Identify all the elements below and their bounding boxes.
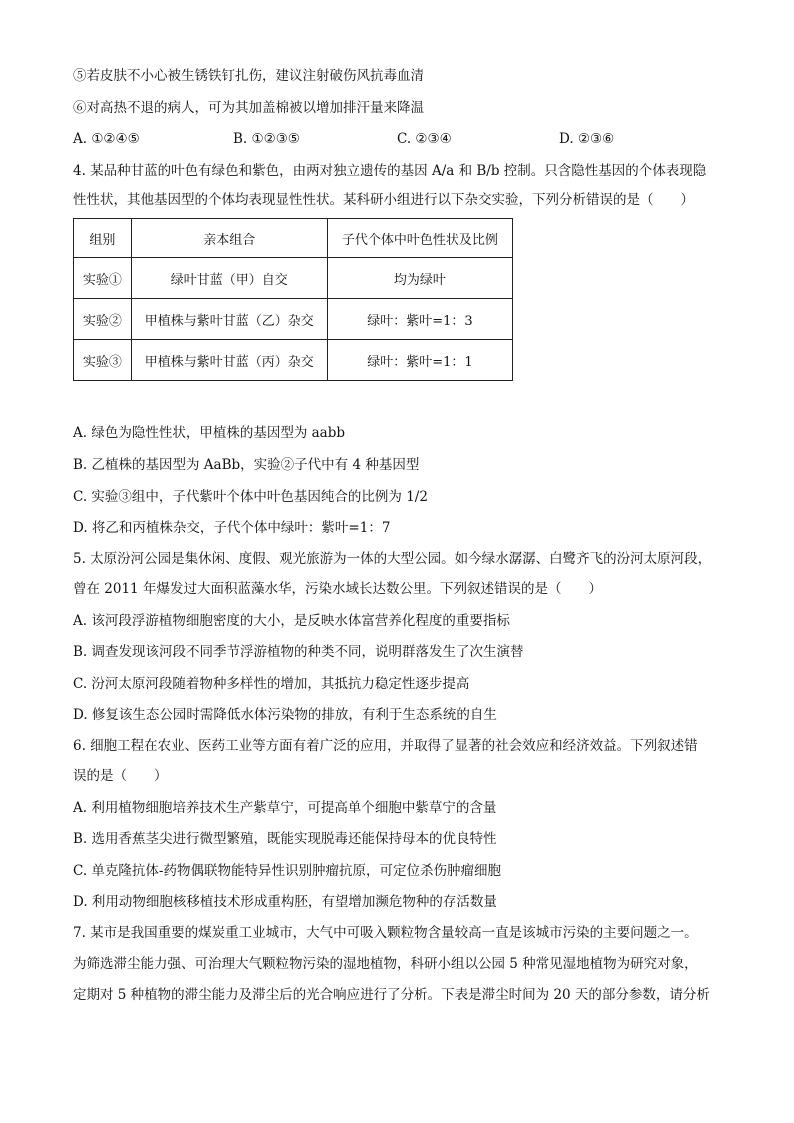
question-5-stem-line-1: 5. 太原汾河公园是集休闲、度假、观光旅游为一体的大型公园。如今绿水潺潺、白鹭齐飞的汾河太原河段，: [73, 551, 712, 567]
table-row: [74, 299, 513, 340]
q5-option-a[interactable]: A. 该河段浮游植物细胞密度的大小，是反映水体富营养化程度的重要指标: [73, 613, 510, 629]
q4-option-d[interactable]: D. 将乙和丙植株杂交，子代个体中绿叶：紫叶=1：7: [73, 520, 391, 536]
q5-option-c[interactable]: C. 汾河太原河段随着物种多样性的增加，其抵抗力稳定性逐步提高: [73, 676, 470, 692]
table-cell: 甲植株与紫叶甘蓝（丙）杂交: [131, 340, 327, 381]
table-cell: 均为绿叶: [327, 258, 512, 299]
table-row: [74, 340, 513, 381]
table-header-row: [74, 219, 513, 258]
question-7-line-2: 为筛选滞尘能力强、可治理大气颗粒物污染的湿地植物，科研小组以公园 5 种常见湿地植物为研究对象，: [73, 956, 698, 972]
q6-option-b[interactable]: B. 选用香蕉茎尖进行微型繁殖，既能实现脱毒还能保持母本的优良特性: [73, 831, 497, 847]
table-cell: 实验①: [74, 258, 132, 299]
question-7-line-1: 7. 某市是我国重要的煤炭重工业城市，大气中可吸入颗粒物含量较高一直是该城市污染的主要问题之一。: [73, 925, 698, 941]
question-4-stem-line-2: 性性状，其他基因型的个体均表现显性性状。某科研小组进行以下杂交实验，下列分析错误的是（ ）: [73, 192, 694, 208]
q4-option-b[interactable]: B. 乙植株的基因型为 AaBb，实验②子代中有 4 种基因型: [73, 457, 420, 473]
header-offspring: 子代个体中叶色性状及比例: [327, 219, 512, 258]
q5-option-d[interactable]: D. 修复该生态公园时需降低水体污染物的排放，有利于生态系统的自生: [73, 707, 497, 723]
q4-option-a[interactable]: A. 绿色为隐性性状，甲植株的基因型为 aabb: [73, 425, 346, 441]
q6-option-a[interactable]: A. 利用植物细胞培养技术生产紫草宁，可提高单个细胞中紫草宁的含量: [73, 800, 497, 816]
question-7-line-3: 定期对 5 种植物的滞尘能力及滞尘后的光合响应进行了分析。下表是滞尘时间为 20 天的部分参数，请分析: [73, 987, 710, 1003]
header-parents: 亲本组合: [131, 219, 327, 258]
table-cell: 甲植株与紫叶甘蓝（乙）杂交: [131, 299, 327, 340]
q4-option-c[interactable]: C. 实验③组中，子代紫叶个体中叶色基因纯合的比例为 1/2: [73, 489, 428, 505]
q3-option-c[interactable]: C. ②③④: [397, 131, 452, 147]
question-3-options: [73, 128, 733, 150]
question-4-stem-line-1: 4. 某品种甘蓝的叶色有绿色和紫色，由两对独立遗传的基因 A/a 和 B/b 控制。只含隐性基因的个体表现隐: [73, 163, 707, 179]
table-cell: 绿叶甘蓝（甲）自交: [131, 258, 327, 299]
question-6-stem-line-2: 误的是（ ）: [73, 768, 168, 784]
header-group: 组别: [74, 219, 132, 258]
question-3-statement-5: ⑤若皮肤不小心被生锈铁钉扎伤，建议注射破伤风抗毒血清: [73, 68, 424, 84]
table-cell: 绿叶：紫叶=1：1: [327, 340, 512, 381]
question-5-stem-line-2: 曾在 2011 年爆发过大面积蓝藻水华，污染水域长达数公里。下列叙述错误的是（ ）: [73, 581, 602, 597]
q3-option-b[interactable]: B. ①②③⑤: [233, 131, 300, 147]
q5-option-b[interactable]: B. 调查发现该河段不同季节浮游植物的种类不同，说明群落发生了次生演替: [73, 644, 524, 660]
q6-option-c[interactable]: C. 单克隆抗体-药物偶联物能特异性识别肿瘤抗原，可定位杀伤肿瘤细胞: [73, 863, 501, 879]
q6-option-d[interactable]: D. 利用动物细胞核移植技术形成重构胚，有望增加濒危物种的存活数量: [73, 894, 497, 910]
question-6-stem-line-1: 6. 细胞工程在农业、医药工业等方面有着广泛的应用，并取得了显著的社会效应和经济效益。下列叙述错: [73, 738, 698, 754]
table-cell: 实验③: [74, 340, 132, 381]
table-cell: 实验②: [74, 299, 132, 340]
q3-option-a[interactable]: A. ①②④⑤: [73, 131, 140, 147]
q3-option-d[interactable]: D. ②③⑥: [559, 131, 615, 147]
table-row: [74, 258, 513, 299]
experiment-table: [73, 218, 513, 381]
table-cell: 绿叶：紫叶=1：3: [327, 299, 512, 340]
question-3-statement-6: ⑥对高热不退的病人，可为其加盖棉被以增加排汗量来降温: [73, 100, 424, 116]
